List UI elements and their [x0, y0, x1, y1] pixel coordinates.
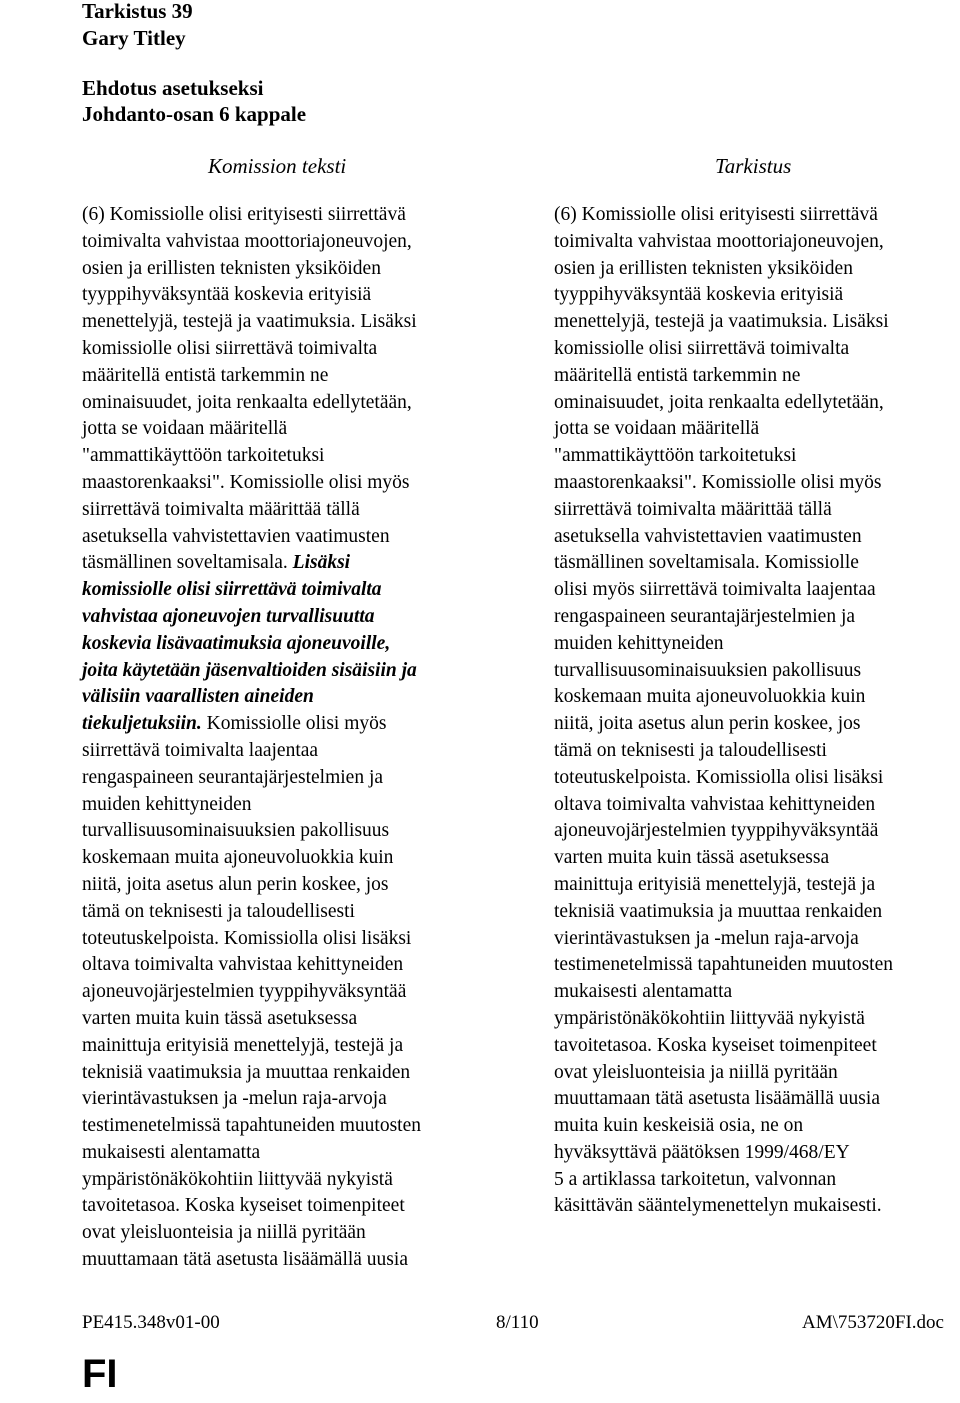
language-code: FI	[82, 1352, 118, 1396]
commission-text-opening: (6) Komissiolle olisi erityisesti siirrettävä toimivalta vahvistaa moottoriajoneuvojen, osien ja erillisten teknisten yksiköiden tyyppihyväksyntää koskevia erityisiä menettelyjä, testejä ja vaatimuksia. Lisäksi komissiolle olisi siirrettävä toimivalta määritellä entistä tarkemmin ne ominaisuudet, joita renkaalta edellytetään, jotta se voidaan määritellä "ammattikäyttöön tarkoitetuksi maastorenkaaksi". Komissiolle olisi myös siirrettävä toimivalta määrittää tällä asetuksella vahvistettavien vaatimusten täsmällinen soveltamisala. Lisäksi	[82, 204, 417, 574]
document-reference: PE415.348v01-00	[82, 1312, 220, 1333]
commission-text	[82, 202, 512, 1274]
proposal-title: Ehdotus asetukseksi	[82, 76, 264, 100]
file-name: AM\753720FI.doc	[802, 1312, 944, 1333]
left-column-heading: Komission teksti	[208, 154, 347, 178]
page-number: 8/110	[496, 1312, 539, 1333]
section-reference: Johdanto-osan 6 kappale	[82, 102, 307, 126]
amendment-text: (6) Komissiolle olisi erityisesti siirrettävä toimivalta vahvistaa moottoriajoneuvojen, osien ja erillisten teknisten yksiköiden tyyppihyväksyntää koskevia erityisiä menettelyjä, testejä ja vaatimuksia. Lisäksi komissiolle olisi siirrettävä toimivalta määritellä entistä tarkemmin ne ominaisuudet, joita renkaalta edellytetään, jotta se voidaan määritellä "ammattikäyttöön tarkoitetuksi maastorenkaaksi". Komissiolle olisi myös siirrettävä toimivalta määrittää tällä asetuksella vahvistettavien vaatimusten täsmällinen soveltamisala. Komissiolle olisi myös siirrettävä toimivalta laajentaa rengaspaineen seurantajärjestelmien ja muiden kehittyneiden turvallisuusominaisuuksien pakollisuus koskemaan muita ajoneuvoluokkia kuin niitä, joita asetus alun perin koskee, jos tämä on teknisesti ja taloudellisesti toteutuskelpoista. Komissiolla olisi lisäksi oltava toimivalta vahvistaa kehittyneiden ajoneuvojärjestelmien tyyppihyväksyntää varten muita kuin tässä asetuksessa mainittuja erityisiä menettelyjä, testejä ja teknisiä vaatimuksia ja muuttaa renkaiden vierintävastuksen ja -melun raja-arvoja testimenetelmissä tapahtuneiden muutosten mukaisesti alentamatta ympäristönäkökohtiin liittyvää nykyistä tavoitetasoa. Koska kyseiset toimenpiteet ovat yleisluonteisia ja niillä pyritään muuttamaan tätä asetusta lisäämällä uusia muita kuin keskeisiä osia, ne on hyväksyttävä päätöksen 1999/468/EY 5 a artiklassa tarkoitetun, valvonnan käsittävän sääntelymenettelyn mukaisesti.	[554, 204, 894, 1217]
deleted-text: komissiolle olisi siirrettävä toimivalta vahvistaa ajoneuvojen turvallisuutta koskevia lisävaatimuksia ajoneuvoille, joita käytetään jäsenvaltioiden sisäisiin ja välisiin vaarallisten aineiden tiekuljetuksiin. Komissiolle olisi myös	[82, 579, 417, 735]
commission-text-continuation: siirrettävä toimivalta laajentaa rengaspaineen seurantajärjestelmien ja muiden kehittyneiden turvallisuusominaisuuksien pakollisuus koskemaan muita ajoneuvoluokkia kuin niitä, joita asetus alun perin koskee, jos tämä on teknisesti ja taloudellisesti toteutuskelpoista. Komissiolla olisi lisäksi oltava toimivalta vahvistaa kehittyneiden ajoneuvojärjestelmien tyyppihyväksyntää varten muita kuin tässä asetuksessa mainittuja erityisiä menettelyjä, testejä ja teknisiä vaatimuksia ja muuttaa renkaiden vierintävastuksen ja -melun raja-arvoja testimenetelmissä tapahtuneiden muutosten mukaisesti alentamatta ympäristönäkökohtiin liittyvää nykyistä tavoitetasoa. Koska kyseiset toimenpiteet ovat yleisluonteisia ja niillä pyritään muuttamaan tätä asetusta lisäämällä uusia	[82, 739, 422, 1271]
deleted-text-lead: Lisäksi	[292, 552, 351, 574]
right-column-heading: Tarkistus	[715, 154, 792, 178]
amendment-number: Tarkistus 39	[82, 0, 193, 23]
amendment-author: Gary Titley	[82, 26, 186, 50]
